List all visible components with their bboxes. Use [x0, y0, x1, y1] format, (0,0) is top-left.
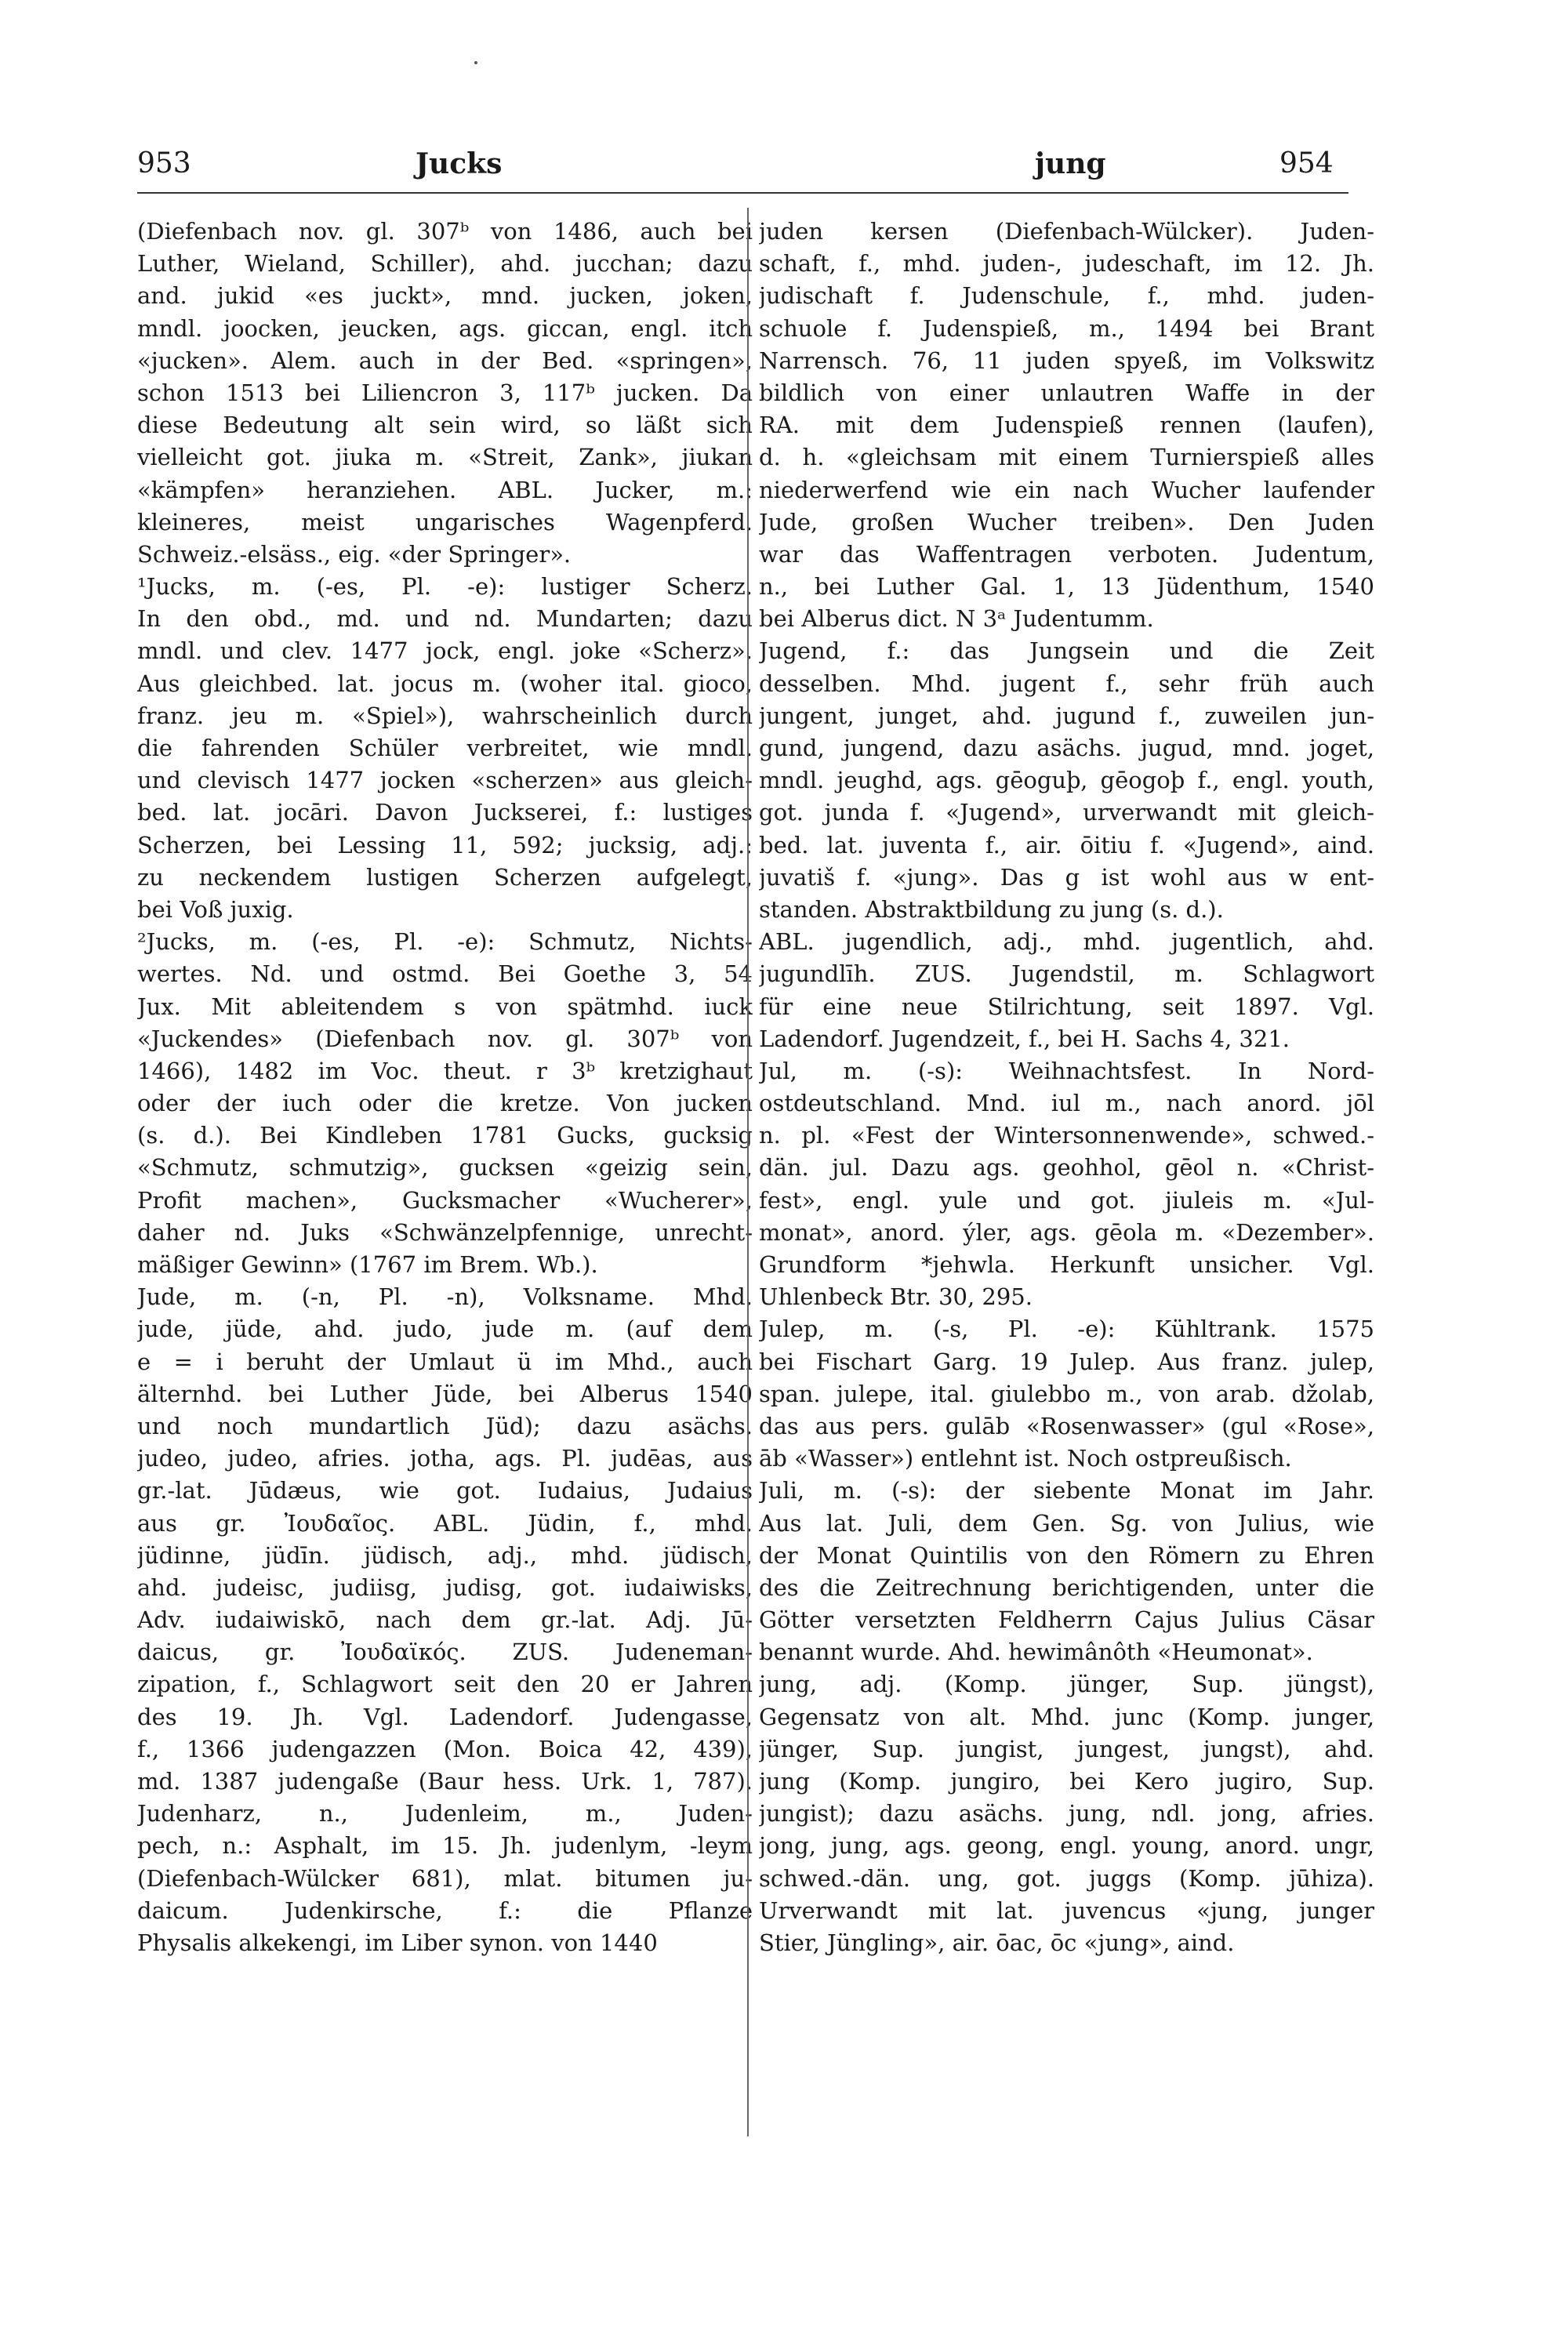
page-number-right: 954 [1279, 147, 1334, 180]
text-line: Uhlenbeck Btr. 30, 295. [759, 1283, 1033, 1311]
header-rule [137, 192, 1348, 194]
text-line: ²Jucks, m. (-es, Pl. -e): Schmutz, Nichts- [137, 928, 753, 956]
text-line: zipation, f., Schlagwort seit den 20 er Jahren [137, 1671, 753, 1698]
text-line: Jux. Mit ableitendem s von spätmhd. iuck [137, 993, 753, 1020]
text-line: Julep, m. (-s, Pl. -e): Kühltrank. 1575 [759, 1316, 1374, 1343]
text-line: mäßiger Gewinn» (1767 im Brem. Wb.). [137, 1251, 598, 1278]
text-line: des 19. Jh. Vgl. Ladendorf. Judengasse, [137, 1703, 753, 1730]
text-line: franz. jeu m. «Spiel»), wahrscheinlich durch [137, 702, 753, 729]
text-line: Profit machen», Gucksmacher «Wucherer», [137, 1186, 753, 1214]
text-line: Aus lat. Juli, dem Gen. Sg. von Julius, wie [759, 1509, 1374, 1537]
text-line: des die Zeitrechnung berichtigenden, unter die [759, 1573, 1374, 1601]
text-line: Judenharz, n., Judenleim, m., Juden- [137, 1800, 753, 1828]
text-line: jung, adj. (Komp. jünger, Sup. jüngst), [759, 1671, 1374, 1698]
text-line: jüdinne, jüdīn. jüdisch, adj., mhd. jüdisch, [137, 1541, 753, 1569]
text-line: ostdeutschland. Mnd. iul m., nach anord. jōl [759, 1090, 1374, 1117]
text-line: span. julepe, ital. giulebbo m., von arab. džolab, [759, 1380, 1374, 1407]
text-line: «Schmutz, schmutzig», gucksen «geizig sein, [137, 1154, 753, 1181]
text-line: jugundlīh. ZUS. Jugendstil, m. Schlagwort [759, 960, 1374, 988]
text-line: Physalis alkekengi, im Liber synon. von 1440 [137, 1929, 658, 1956]
text-line: jung (Komp. jungiro, bei Kero jugiro, Sup. [759, 1768, 1374, 1795]
text-line: 1466), 1482 im Voc. theut. r 3ᵇ kretzighaut [137, 1057, 753, 1084]
text-line: jong, jung, ags. geong, engl. young, anord. ungr, [759, 1832, 1374, 1860]
text-line: ahd. judeisc, judiisg, judisg, got. iudaiwisks, [137, 1573, 753, 1601]
text-line: juvatiš f. «jung». Das g ist wohl aus w ent- [759, 863, 1374, 891]
text-line: Jugend, f.: das Jungsein und die Zeit [759, 637, 1374, 665]
left-column [137, 216, 753, 1959]
text-line: bei Fischart Garg. 19 Julep. Aus franz. julep, [759, 1348, 1374, 1375]
text-line: niederwerfend wie ein nach Wucher laufender [759, 476, 1374, 503]
text-line: md. 1387 judengaße (Baur hess. Urk. 1, 787). [137, 1768, 753, 1795]
text-line: schaft, f., mhd. juden-, judeschaft, im 12. Jh. [759, 250, 1374, 278]
text-line: älternhd. bei Luther Jüde, bei Alberus 1540 [137, 1380, 753, 1407]
text-line: Ladendorf. Jugendzeit, f., bei H. Sachs 4, 321. [759, 1025, 1290, 1052]
text-line: benannt wurde. Ahd. hewimânôth «Heumonat». [759, 1639, 1313, 1666]
text-line: vielleicht got. jiuka m. «Streit, Zank», jiukan [137, 444, 753, 471]
text-line: war das Waffentragen verboten. Judentum, [759, 540, 1374, 568]
text-line: desselben. Mhd. jugent f., sehr früh auch [759, 670, 1374, 697]
text-line: jungist); dazu asächs. jung, ndl. jong, afries. [759, 1800, 1374, 1828]
text-line: Jude, m. (-n, Pl. -n), Volksname. Mhd. [137, 1283, 753, 1311]
text-line: Adv. iudaiwiskō, nach dem gr.-lat. Adj. Jū- [137, 1606, 753, 1634]
text-line: mndl. joocken, jeucken, ags. giccan, engl. itch [137, 314, 753, 342]
text-line: e = i beruht der Umlaut ü im Mhd., auch [137, 1348, 753, 1375]
text-line: got. junda f. «Jugend», urverwandt mit gleich- [759, 799, 1374, 826]
text-line: d. h. «gleichsam mit einem Turnierspieß alles [759, 444, 1374, 471]
text-line: Jul, m. (-s): Weihnachtsfest. In Nord- [759, 1057, 1374, 1084]
text-line: Aus gleichbed. lat. jocus m. (woher ital. gioco, [137, 670, 753, 697]
text-line: f., 1366 judengazzen (Mon. Boica 42, 439), [137, 1735, 753, 1762]
text-line: bildlich von einer unlautren Waffe in der [759, 379, 1374, 406]
text-line: jude, jüde, ahd. judo, jude m. (auf dem [137, 1316, 753, 1343]
text-line: mndl. und clev. 1477 jock, engl. joke «Scherz». [137, 637, 753, 665]
text-line: Gegensatz von alt. Mhd. junc (Komp. junger, [759, 1703, 1374, 1730]
text-line: bei Alberus dict. N 3ᵃ Judentumm. [759, 605, 1154, 633]
column-divider [747, 208, 749, 2136]
text-line: (Diefenbach-Wülcker 681), mlat. bitumen ju- [137, 1864, 753, 1892]
text-line: «Juckendes» (Diefenbach nov. gl. 307ᵇ von [137, 1025, 753, 1052]
text-line: judischaft f. Judenschule, f., mhd. juden- [759, 282, 1374, 310]
text-line: pech, n.: Asphalt, im 15. Jh. judenlym, -leym [137, 1832, 753, 1860]
text-line: In den obd., md. und nd. Mundarten; dazu [137, 605, 753, 633]
running-head-right: jung [1035, 147, 1106, 180]
text-line: für eine neue Stilrichtung, seit 1897. Vgl. [759, 993, 1374, 1020]
text-line: jungent, junget, ahd. jugund f., zuweilen jun- [759, 702, 1374, 729]
text-line: ABL. jugendlich, adj., mhd. jugentlich, ahd. [759, 928, 1374, 956]
text-line: ¹Jucks, m. (-es, Pl. -e): lustiger Scherz. [137, 573, 753, 601]
text-line: schon 1513 bei Liliencron 3, 117ᵇ jucken. Da [137, 379, 753, 406]
text-line: n., bei Luther Gal. 1, 13 Jüdenthum, 1540 [759, 573, 1374, 601]
page-number-left: 953 [137, 147, 191, 180]
text-line: judeo, judeo, afries. jotha, ags. Pl. judēas, aus [137, 1445, 753, 1472]
text-line: āb «Wasser») entlehnt ist. Noch ostpreußisch. [759, 1445, 1292, 1472]
text-line: Juli, m. (-s): der siebente Monat im Jahr. [759, 1477, 1374, 1504]
text-line: bed. lat. juventa f., air. ōitiu f. «Jugend», aind. [759, 831, 1374, 858]
text-line: «jucken». Alem. auch in der Bed. «springen», [137, 347, 753, 374]
text-line: RA. mit dem Judenspieß rennen (laufen), [759, 412, 1374, 439]
text-line: Grundform *jehwla. Herkunft unsicher. Vgl. [759, 1251, 1374, 1278]
text-line: Scherzen, bei Lessing 11, 592; jucksig, adj.: [137, 831, 753, 858]
running-head-left: Jucks [416, 147, 503, 180]
text-line: jünger, Sup. jungist, jungest, jungst), ahd. [759, 1735, 1374, 1762]
text-line: «kämpfen» heranziehen. ABL. Jucker, m.: [137, 476, 753, 503]
text-line: Götter versetzten Feldherrn Cajus Julius Cäsar [759, 1606, 1374, 1634]
text-line: kleineres, meist ungarisches Wagenpferd. [137, 508, 753, 535]
text-line: Stier, Jüngling», air. ōac, ōc «jung», aind. [759, 1929, 1235, 1956]
text-line: die fahrenden Schüler verbreitet, wie mndl. [137, 735, 753, 761]
text-line: Urverwandt mit lat. juvencus «jung, junger [759, 1896, 1374, 1924]
text-line: Schweiz.-elsäss., eig. «der Springer». [137, 540, 572, 568]
text-line: (s. d.). Bei Kindleben 1781 Gucks, gucksig [137, 1122, 753, 1149]
right-column [759, 216, 1374, 1959]
text-line: gr.-lat. Jūdæus, wie got. Iudaius, Judaius [137, 1477, 753, 1504]
text-line: der Monat Quintilis von den Römern zu Ehren [759, 1541, 1374, 1569]
text-line: schwed.-dän. ung, got. juggs (Komp. jūhiza). [759, 1864, 1374, 1892]
text-line: and. jukid «es juckt», mnd. jucken, joken, [137, 282, 753, 310]
text-line: dän. jul. Dazu ags. geohhol, gēol n. «Christ- [759, 1154, 1374, 1181]
text-line: daicum. Judenkirsche, f.: die Pflanze [137, 1896, 753, 1924]
text-line: fest», engl. yule und got. jiuleis m. «Jul- [759, 1186, 1374, 1214]
text-line: n. pl. «Fest der Wintersonnenwende», schwed.- [759, 1122, 1374, 1149]
text-line: Jude, großen Wucher treiben». Den Juden [759, 508, 1374, 535]
text-line: (Diefenbach nov. gl. 307ᵇ von 1486, auch bei [137, 218, 753, 245]
text-line: Luther, Wieland, Schiller), ahd. jucchan; dazu [137, 250, 753, 278]
text-line: schuole f. Judenspieß, m., 1494 bei Brant [759, 314, 1374, 342]
text-line: zu neckendem lustigen Scherzen aufgelegt, [137, 863, 753, 891]
text-line: das aus pers. gulāb «Rosenwasser» (gul «Rose», [759, 1412, 1374, 1439]
text-line: diese Bedeutung alt sein wird, so läßt sich [137, 412, 753, 439]
text-line: und clevisch 1477 jocken «scherzen» aus gleich- [137, 767, 753, 794]
text-line: daher nd. Juks «Schwänzelpfennige, unrecht- [137, 1218, 753, 1246]
text-line: bei Voß juxig. [137, 895, 294, 923]
text-line: gund, jungend, dazu asächs. jugud, mnd. joget, [759, 735, 1374, 761]
text-line: und noch mundartlich Jüd); dazu asächs. [137, 1412, 753, 1439]
text-line: standen. Abstraktbildung zu jung (s. d.). [759, 895, 1224, 923]
text-line: mndl. jeughd, ags. gēoguþ, gēogoþ f., engl. youth, [759, 767, 1374, 794]
text-line: daicus, gr. Ἰουδαϊκός. ZUS. Judeneman- [137, 1639, 753, 1666]
text-line: wertes. Nd. und ostmd. Bei Goethe 3, 54 [137, 960, 753, 988]
text-line: Narrensch. 76, 11 juden spyeß, im Volkswitz [759, 347, 1374, 374]
text-line: bed. lat. jocāri. Davon Juckserei, f.: lustiges [137, 799, 753, 826]
text-line: monat», anord. ýler, ags. gēola m. «Dezember». [759, 1218, 1374, 1246]
text-line: aus gr. Ἰουδαῖος. ABL. Jüdin, f., mhd. [137, 1509, 753, 1537]
paper-speck [474, 61, 477, 64]
text-line: oder der iuch oder die kretze. Von jucken [137, 1090, 753, 1117]
text-line: juden kersen (Diefenbach-Wülcker). Juden- [759, 218, 1374, 245]
